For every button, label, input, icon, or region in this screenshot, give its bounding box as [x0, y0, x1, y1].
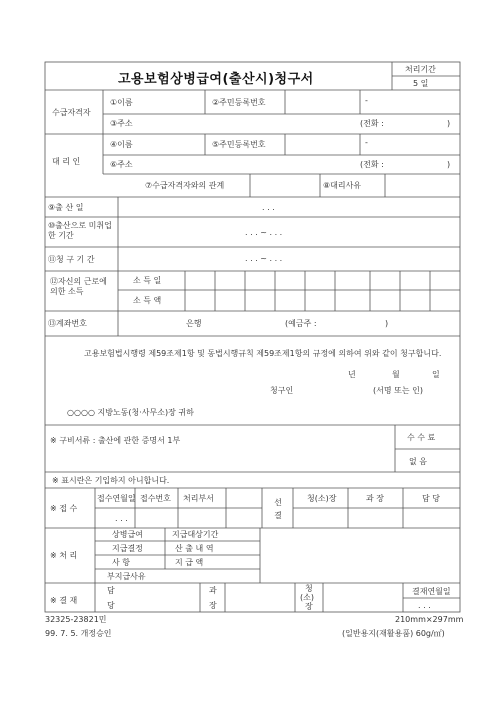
process-item-right: 지 급 액 [175, 558, 204, 567]
statement-day: 일 [432, 370, 440, 379]
staff-header: 담 당 [422, 494, 440, 503]
approve-head-2: (소) [300, 593, 314, 602]
depositor-label: (예금주 : [285, 319, 317, 328]
process-item: 지급결정 [112, 544, 143, 553]
agent-rrn-label: ⑤주민등록번호 [212, 140, 266, 149]
agent-address-label: ⑥주소 [110, 160, 133, 169]
processing-period-label: 처리기간 [405, 65, 436, 74]
process-item: 부지급사유 [107, 572, 146, 581]
process-item-right: 산 출 내 역 [175, 544, 214, 553]
income-label: ⑫자신의 근로에 의한 소득 [50, 277, 107, 296]
chief-header: 청(소)장 [307, 494, 337, 503]
approve-staff-top: 담 [107, 586, 115, 595]
agent-phone-close: ) [447, 160, 451, 169]
reception-label: ※ 접 수 [50, 504, 78, 513]
required-docs: ※ 구비서류 : 출산에 관한 증명서 1부 [50, 436, 181, 445]
approve-label: ※ 결 재 [50, 596, 78, 605]
agent-rrn-dash: - [365, 138, 368, 147]
recipient-name-label: ①이름 [110, 98, 133, 107]
form-code: 32325-23821민 [45, 615, 107, 624]
approve-chief-top: 과 [209, 586, 217, 595]
recipient-address-label: ③주소 [110, 119, 133, 128]
dept-header: 처리부서 [183, 494, 214, 503]
approve-date-dots: . . . [418, 601, 431, 610]
reception-date-header: 접수연월일 [97, 494, 136, 503]
income-day-label: 소 득 일 [133, 276, 162, 285]
approval-header: 선 결 [274, 498, 282, 520]
recipient-rrn-dash: - [365, 96, 368, 105]
recipient-section-label: 수급자격자 [52, 108, 91, 117]
revision-note: 99. 7. 5. 개정승인 [45, 629, 112, 638]
fee-value: 없 음 [409, 457, 427, 466]
process-item: 사 항 [112, 558, 130, 567]
unable-period-dots: . . . ~ . . . [245, 228, 283, 237]
section-chief-header: 과 장 [366, 494, 384, 503]
agent-name-label: ④이름 [110, 140, 133, 149]
unable-period-label: ⑩출산으로 미취업한 기간 [48, 221, 112, 240]
approve-head-1: 청 [305, 584, 313, 593]
process-label: ※ 처 리 [50, 551, 78, 560]
claimant-label: 청구인 [270, 386, 294, 395]
depositor-close: ) [385, 319, 389, 328]
income-amount-label: 소 득 액 [133, 296, 162, 305]
recipient-rrn-label: ②주민등록번호 [212, 98, 266, 107]
processing-period-value: 5 일 [413, 79, 429, 88]
agent-phone-label: (전화 : [360, 160, 384, 169]
account-label: ⑬계좌번호 [48, 319, 87, 328]
recipient-phone-label: (전화 : [360, 119, 384, 128]
recipient-phone-close: ) [447, 119, 451, 128]
reception-date-dots: . . . [115, 514, 128, 523]
agent-relation-label: ⑦수급자격자와의 관계 [145, 181, 225, 190]
addressee: ○○○○ 지방노동(청·사무소)장 귀하 [67, 408, 194, 417]
approve-chief-bottom: 장 [209, 601, 217, 610]
paper-type: (일반용지(재활용품) 60g/㎡) [342, 629, 445, 638]
reception-no-header: 접수번호 [140, 494, 171, 503]
process-item: 상병급여 [112, 530, 143, 539]
process-item-right: 지급대상기간 [172, 530, 219, 539]
agent-section-label: 대 리 인 [52, 157, 81, 166]
claim-period-dots: . . . ~ . . . [245, 254, 283, 263]
approve-head-3: 장 [305, 602, 313, 611]
birth-date-label: ⑨출 산 일 [48, 203, 84, 212]
birth-date-dots: . . . [262, 203, 275, 212]
fee-label: 수 수 료 [407, 433, 436, 442]
claimant-sign-label: (서명 또는 인) [373, 386, 423, 395]
approve-staff-bottom: 당 [107, 601, 115, 610]
agent-reason-label: ⑧대리사유 [323, 181, 362, 190]
statement-body: 고용보험법시행령 제59조제1항 및 동법시행규칙 제59조제1항의 규정에 의하여 위와 같이 청구합니다. [84, 349, 442, 358]
approve-date-label: 결재연월일 [412, 587, 451, 596]
office-notice: ※ 표시란은 기입하지 아니합니다. [52, 476, 170, 485]
claim-period-label: ⑪청 구 기 간 [48, 255, 95, 264]
statement-year: 년 [348, 370, 356, 379]
paper-size: 210mm×297mm [395, 615, 464, 624]
bank-label: 은행 [186, 319, 202, 328]
statement-month: 월 [392, 370, 400, 379]
form-title: 고용보험상병급여(출산시)청구서 [118, 72, 314, 87]
